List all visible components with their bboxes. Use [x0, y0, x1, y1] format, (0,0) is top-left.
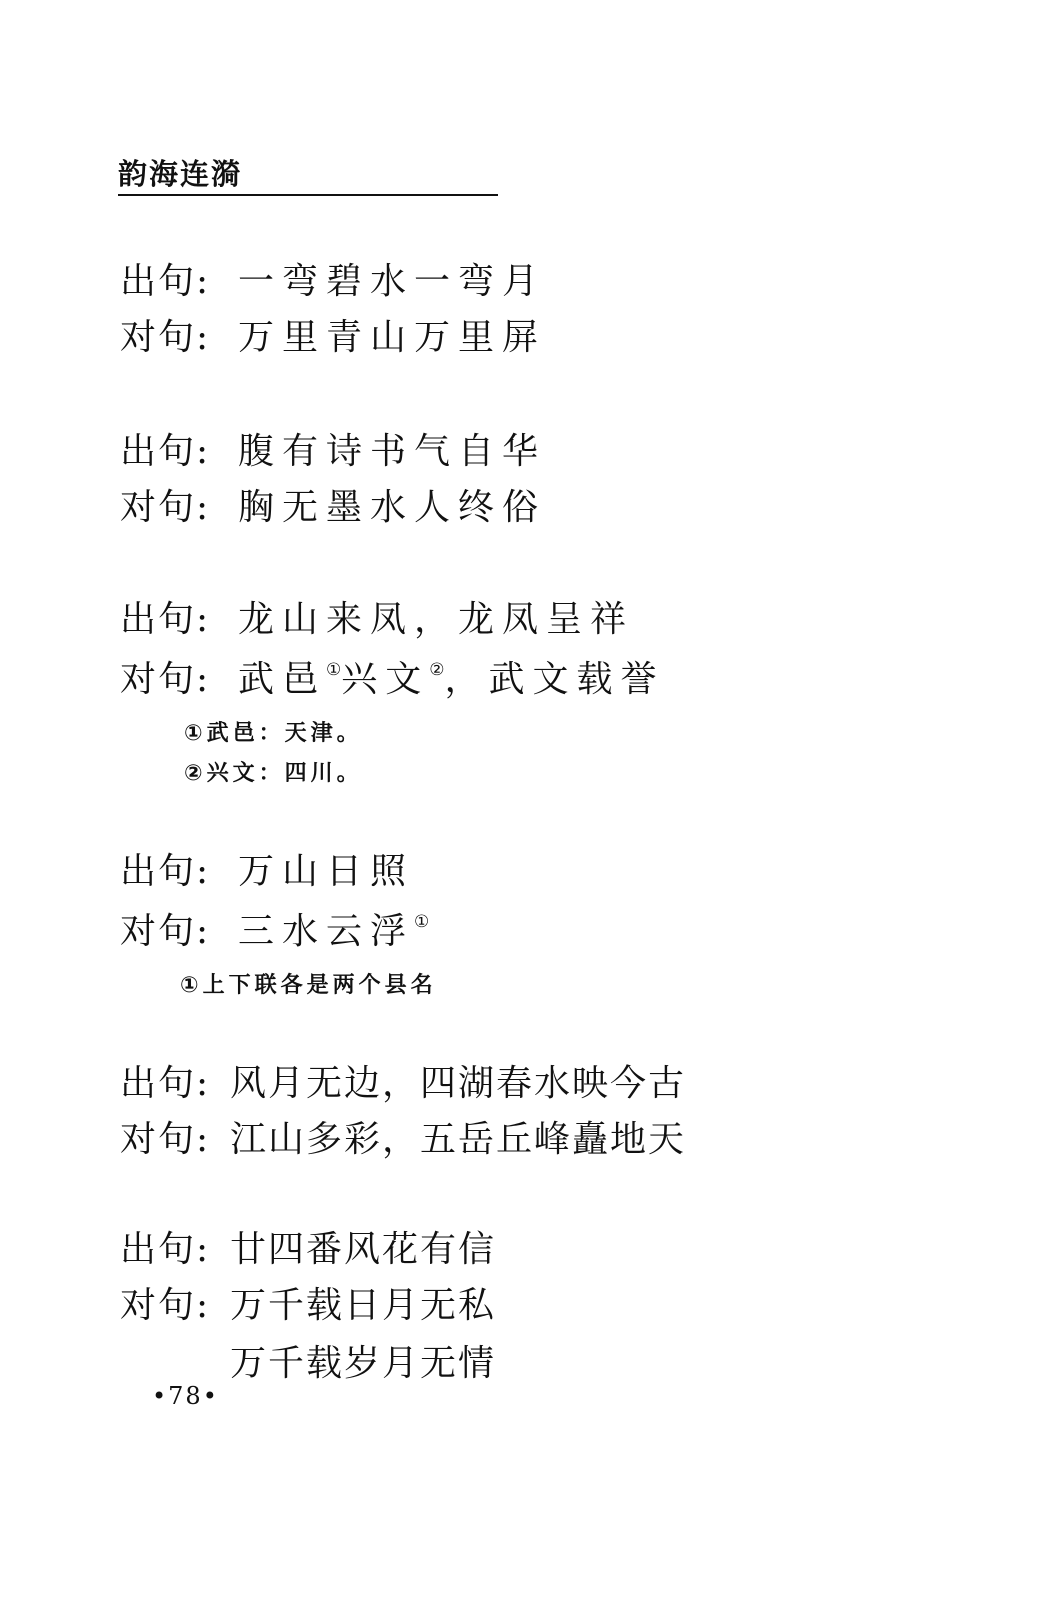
- couplet-4-second-line: [120, 911, 430, 952]
- running-header: 韵海连漪: [118, 157, 243, 191]
- second-line-text-part: ，武文载誉: [444, 659, 665, 700]
- second-line-label: 对句:: [120, 317, 211, 358]
- couplet-4-first-line: [120, 851, 415, 892]
- couplet-1-first-line: [120, 261, 547, 302]
- couplet-3-second-line: [120, 659, 665, 700]
- first-line-text: 万山日照: [238, 851, 415, 892]
- couplet-1-second-line: [120, 317, 547, 358]
- first-line-text: 龙山来凤，龙凤呈祥: [238, 599, 635, 640]
- footnote-2: ②兴文：四川。: [184, 761, 363, 786]
- second-line-label: 对句:: [120, 659, 211, 700]
- couplet-3-first-line: [120, 599, 635, 640]
- couplet-2-first-line: [120, 431, 547, 472]
- couplet-2-second-line: [120, 487, 547, 528]
- second-line-text: 万千载日月无私: [230, 1285, 497, 1326]
- first-line-text: 廿四番风花有信: [230, 1229, 497, 1270]
- second-line-text: 三水云浮: [238, 911, 415, 952]
- alternate-line-text: 万千载岁月无情: [230, 1343, 497, 1384]
- page-number: •78•: [152, 1382, 219, 1410]
- second-line-label: 对句:: [120, 911, 211, 952]
- couplet-5-first-line: [120, 1063, 687, 1104]
- footnote-marker-2: ②: [429, 660, 445, 680]
- second-line-text: 万里青山万里屏: [238, 317, 547, 358]
- first-line-text: 风月无边，四湖春水映今古: [230, 1063, 687, 1104]
- second-line-text-part: 兴文: [341, 659, 430, 700]
- couplet-6-alternate-line: [120, 1343, 497, 1384]
- footnote-marker-1: ①: [326, 660, 342, 680]
- first-line-text: 腹有诗书气自华: [238, 431, 547, 472]
- couplet-6-first-line: [120, 1229, 497, 1270]
- second-line-label: 对句:: [120, 1285, 211, 1326]
- first-line-label: 出句:: [120, 851, 211, 892]
- second-line-text: 胸无墨水人终俗: [238, 487, 547, 528]
- first-line-label: 出句:: [120, 1063, 211, 1104]
- second-line-text: 江山多彩，五岳丘峰矗地天: [230, 1119, 687, 1160]
- first-line-label: 出句:: [120, 431, 211, 472]
- footnote-1: ①武邑：天津。: [184, 721, 363, 746]
- second-line-text-part: 武邑: [238, 659, 327, 700]
- first-line-label: 出句:: [120, 1229, 211, 1270]
- footnote-marker-1: ①: [414, 912, 430, 932]
- second-line-label: 对句:: [120, 487, 211, 528]
- footnote-1: ①上下联各是两个县名: [180, 973, 437, 998]
- couplet-5-second-line: [120, 1119, 687, 1160]
- second-line-label: 对句:: [120, 1119, 211, 1160]
- couplet-6-second-line: [120, 1285, 497, 1326]
- header-rule: [118, 194, 498, 196]
- first-line-label: 出句:: [120, 599, 211, 640]
- first-line-label: 出句:: [120, 261, 211, 302]
- first-line-text: 一弯碧水一弯月: [238, 261, 547, 302]
